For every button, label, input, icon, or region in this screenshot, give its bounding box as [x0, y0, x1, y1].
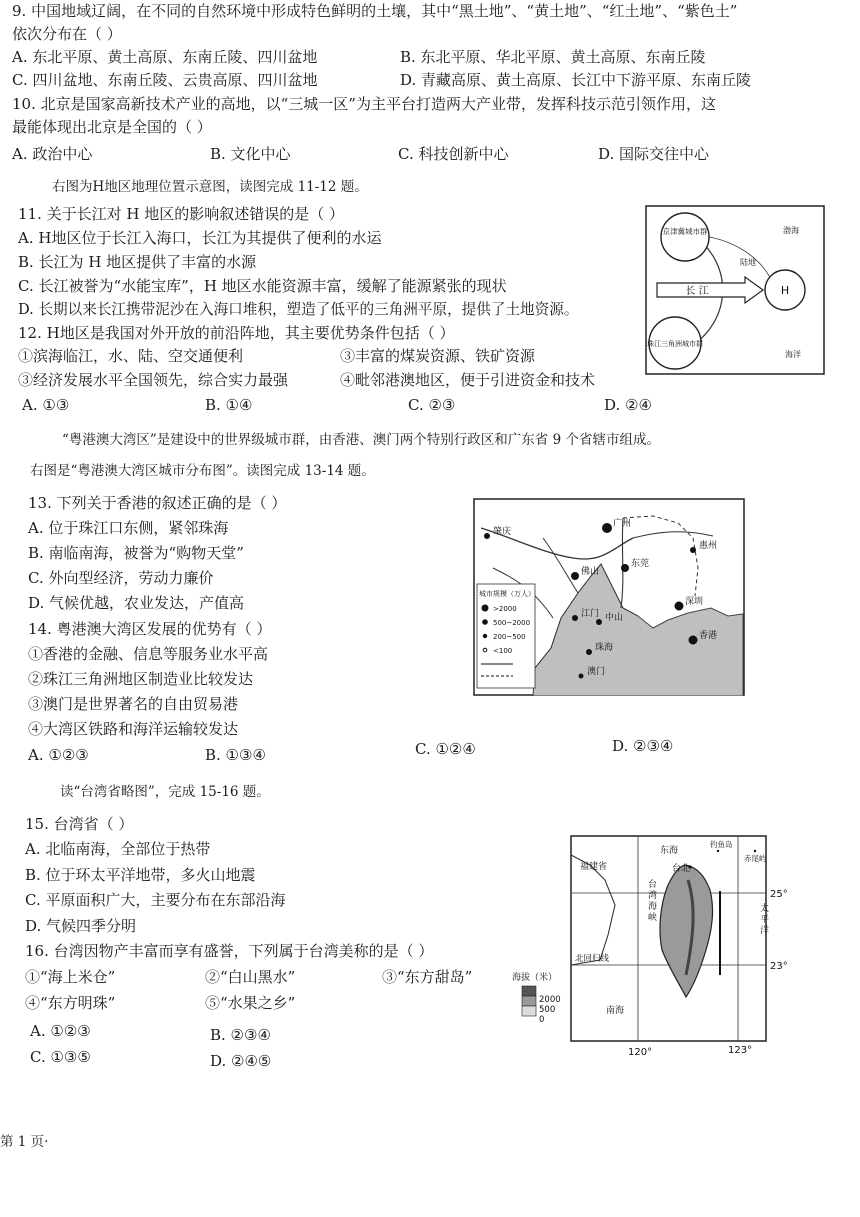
diaoyu-dot [717, 850, 719, 852]
gba-city-label: 东莞 [631, 559, 650, 569]
q14-stem: 14. 粤港澳大湾区发展的优势有（ ） [28, 620, 272, 638]
q10-option-b: B. 文化中心 [210, 145, 291, 163]
gba-city-dot [586, 649, 592, 655]
gba-legend-dot-1 [482, 605, 489, 612]
q14-option-a: A. ①②③ [28, 746, 89, 764]
gba-city-label: 惠州 [699, 541, 718, 551]
altitude-swatch-mid [522, 996, 536, 1006]
land-label: 陆地 [740, 258, 756, 267]
q11-option-c: C. 长江被誉为“水能宝库”，H 地区水能资源丰富，缓解了能源紧张的现状 [18, 277, 507, 295]
q9-option-b: B. 东北平原、华北平原、黄土高原、东南丘陵 [400, 48, 706, 66]
gba-legend-item-4: <100 [493, 647, 513, 655]
q11-option-a: A. H地区位于长江入海口，长江为其提供了便利的水运 [18, 229, 382, 247]
q9-stem-1: 9. 中国地域辽阔，在不同的自然环境中形成特色鲜明的土壤，其中“黑土地”、“黄土地”、“红土地”、“紫色土” [12, 2, 738, 20]
q16-statement-5: ⑤“水果之乡” [205, 994, 296, 1012]
gba-legend-dot-3 [483, 634, 487, 638]
diaoyu-label: 钓鱼岛 [710, 840, 733, 849]
gba-legend-item-1: >2000 [493, 605, 517, 613]
gba-city-dot [579, 674, 584, 679]
pacific-label: 太平洋 [760, 904, 770, 936]
q9-stem-2: 依次分布在（ ） [12, 25, 122, 43]
fujian-label: 福建省 [580, 862, 608, 872]
q12-statement-1: ①滨海临江，水、陆、空交通便利 [18, 347, 244, 365]
gba-city-label: 中山 [605, 613, 624, 623]
q11-option-d: D. 长期以来长江携带泥沙在入海口堆积，塑造了低平的三角洲平原，提供了土地资源。 [18, 301, 579, 318]
gba-legend-dot-2 [482, 619, 488, 625]
gba-city-label: 香港 [699, 631, 718, 641]
gba-city-dot [675, 602, 684, 611]
q14-option-b: B. ①③④ [205, 746, 266, 764]
q9-option-c: C. 四川盆地、东南丘陵、云贵高原、四川盆地 [12, 71, 318, 89]
q9-option-d: D. 青藏高原、黄土高原、长江中下游平原、东南丘陵 [400, 71, 752, 89]
q14-statement-1: ①香港的金融、信息等服务业水平高 [28, 645, 269, 663]
q10-stem-2: 最能体现出北京是全国的（ ） [12, 118, 212, 136]
q16-stem: 16. 台湾因物产丰富而享有盛誉，下列属于台湾美称的是（ ） [25, 942, 434, 960]
altitude-legend-title: 海拔（米） [512, 973, 558, 983]
gba-city-dot [689, 636, 698, 645]
q16-option-a: A. ①②③ [30, 1022, 91, 1040]
h-region-figure [645, 205, 825, 375]
sea-bottom-label: 海洋 [785, 350, 801, 359]
q11-option-b: B. 长江为 H 地区提供了丰富的水源 [18, 253, 257, 271]
lat-23-label: 23° [770, 961, 788, 972]
tropic-label: 北回归线 [575, 954, 610, 964]
gba-map-figure [473, 498, 745, 696]
q14-statement-2: ②珠江三角洲地区制造业比较发达 [28, 670, 254, 688]
altitude-500: 500 [539, 1005, 556, 1015]
gba-city-dot [602, 523, 612, 533]
q10-option-d: D. 国际交往中心 [598, 145, 710, 163]
q12-option-a: A. ①③ [22, 396, 70, 414]
q13-option-d: D. 气候优越，农业发达，产值高 [28, 594, 245, 612]
taiwan-map-figure [570, 835, 802, 1057]
q10-option-a: A. 政治中心 [12, 145, 93, 163]
q12-option-d: D. ②④ [604, 396, 652, 414]
gba-city-dot [572, 615, 578, 621]
gba-legend-item-3: 200~500 [493, 633, 526, 641]
intro-15-16: 读“台湾省略图”，完成 15-16 题。 [60, 784, 270, 800]
chiwei-dot [754, 850, 756, 852]
q15-option-a: A. 北临南海，全部位于热带 [25, 840, 211, 858]
q15-option-d: D. 气候四季分明 [25, 917, 137, 935]
q10-stem-1: 10. 北京是国家高新技术产业的高地，以“三城一区”为主平台打造两大产业带，发挥科技示范引领作用，这 [12, 95, 716, 113]
q14-statement-4: ④大湾区铁路和海洋运输较发达 [28, 720, 239, 738]
taibei-label: 台北 [672, 864, 691, 874]
gba-city-label: 佛山 [581, 567, 600, 577]
q14-statement-3: ③澳门是世界著名的自由贸易港 [28, 695, 239, 713]
q16-option-b: B. ②③④ [210, 1026, 271, 1044]
gba-city-dot [690, 547, 696, 553]
gba-city-label: 珠海 [595, 643, 614, 653]
q13-option-a: A. 位于珠江口东侧，紧邻珠海 [28, 519, 229, 537]
intro-13-14-a: “粤港澳大湾区”是建设中的世界级城市群，由香港、澳门两个特别行政区和广东省 9 个省辖市组成。 [62, 432, 660, 448]
gba-city-label: 肇庆 [493, 527, 512, 537]
q14-option-c: C. ①②④ [415, 740, 476, 758]
q15-option-b: B. 位于环太平洋地带，多火山地震 [25, 866, 256, 884]
sea-top-label: 渤海 [783, 226, 799, 235]
gba-legend-item-2: 500~2000 [493, 619, 531, 627]
altitude-swatch-low [522, 1006, 536, 1016]
altitude-2000: 2000 [539, 995, 561, 1005]
gba-city-dot [484, 533, 490, 539]
gba-city-label: 广州 [613, 519, 632, 529]
page-footer: 第 1 页· [0, 1134, 49, 1150]
gba-city-label: 深圳 [685, 597, 704, 607]
intro-11-12: 右图为H地区地理位置示意图，读图完成 11-12 题。 [52, 179, 368, 195]
gba-legend-title: 城市规模（万人） [479, 590, 535, 598]
q10-option-c: C. 科技创新中心 [398, 145, 509, 163]
lat-25-label: 25° [770, 889, 788, 900]
gba-city-label: 江门 [581, 609, 600, 619]
q15-option-c: C. 平原面积广大，主要分布在东部沿海 [25, 891, 286, 909]
gba-city-label: 澳门 [587, 667, 606, 677]
altitude-legend [510, 968, 570, 1038]
lon-123-label: 123° [728, 1045, 753, 1056]
q15-stem: 15. 台湾省（ ） [25, 815, 134, 833]
h-node-label: H [780, 284, 790, 297]
q16-option-d: D. ②④⑤ [210, 1052, 272, 1070]
q12-statement-4: ④毗邻港澳地区，便于引进资金和技术 [340, 371, 596, 389]
q16-statement-4: ④“东方明珠” [25, 994, 116, 1012]
lon-120-label: 120° [628, 1047, 653, 1057]
q12-statement-2: ③经济发展水平全国领先，综合实力最强 [18, 371, 289, 389]
q9-option-a: A. 东北平原、黄土高原、东南丘陵、四川盆地 [12, 48, 318, 66]
top-circle-label: 京津冀城市群 [662, 227, 708, 236]
q12-stem: 12. H地区是我国对外开放的前沿阵地，其主要优势条件包括（ ） [18, 324, 455, 342]
altitude-0: 0 [539, 1015, 545, 1025]
chiwei-label: 赤尾屿 [744, 854, 767, 863]
strait-label: 台湾海峡 [648, 880, 658, 923]
east-sea-label: 东海 [660, 846, 679, 856]
q12-option-b: B. ①④ [205, 396, 253, 414]
q13-option-b: B. 南临南海，被誉为“购物天堂” [28, 544, 244, 562]
q11-stem: 11. 关于长江对 H 地区的影响叙述错误的是（ ） [18, 205, 345, 223]
q12-statement-3: ③丰富的煤炭资源、铁矿资源 [340, 347, 536, 365]
q16-statement-1: ①“海上米仓” [25, 968, 116, 986]
river-label: 长 江 [685, 286, 709, 297]
gba-city-dot [571, 572, 579, 580]
q16-option-c: C. ①③⑤ [30, 1048, 91, 1066]
top-city-circle [661, 213, 709, 261]
q13-stem: 13. 下列关于香港的叙述正确的是（ ） [28, 494, 287, 512]
gba-city-dot [596, 619, 602, 625]
q16-statement-3: ③“东方甜岛” [382, 968, 473, 986]
q16-statement-2: ②“白山黑水” [205, 968, 296, 986]
bottom-circle-label: 珠江三角洲城市群 [647, 340, 703, 348]
south-sea-label: 南海 [606, 1006, 625, 1016]
gba-city-dot [621, 564, 629, 572]
q12-option-c: C. ②③ [408, 396, 456, 414]
altitude-swatch-high [522, 986, 536, 996]
q13-option-c: C. 外向型经济，劳动力廉价 [28, 569, 214, 587]
intro-13-14-b: 右图是“粤港澳大湾区城市分布图”。读图完成 13-14 题。 [30, 463, 375, 479]
q14-option-d: D. ②③④ [612, 737, 674, 755]
